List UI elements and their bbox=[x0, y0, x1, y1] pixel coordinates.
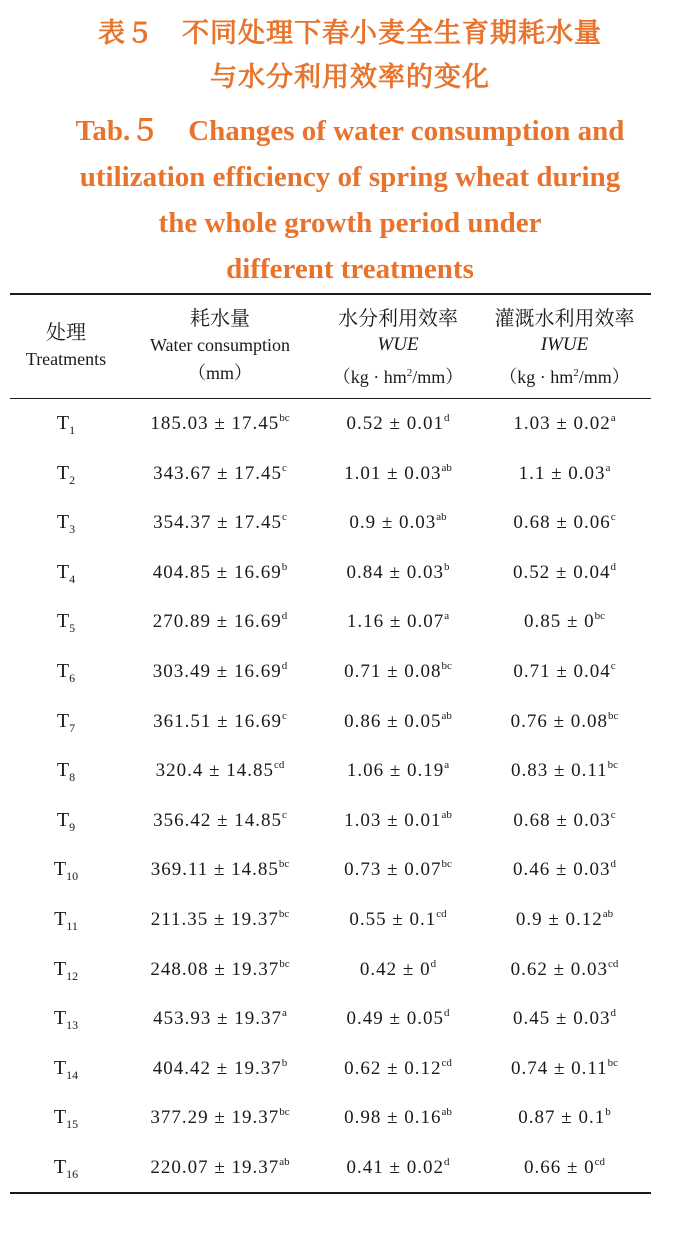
cell-treatment: $T_{10}$ bbox=[53, 858, 79, 884]
header-water-consumption bbox=[122, 295, 318, 408]
table-row bbox=[10, 796, 651, 846]
cell-treatment: $T_7$ bbox=[56, 709, 76, 735]
header-wue-unit: $(kg \cdot hm^2/mm)$ bbox=[332, 367, 464, 387]
table-row bbox=[10, 895, 651, 945]
cell-iwue: 1.03 ± 0.02$^a$ bbox=[513, 412, 616, 434]
cell-iwue: $0.66 \pm 0^{cd}$ bbox=[523, 1155, 606, 1178]
table-row bbox=[10, 548, 651, 598]
cell-water-consumption: 270.89 ± 16.69$^d$ bbox=[152, 610, 288, 633]
caption-en-line-3: the whole growth period under bbox=[158, 207, 542, 239]
caption-zh-line-1: 表５ 不同处理下春小麦全生育期耗水量 bbox=[98, 18, 602, 49]
header-treatment-en: Treatments bbox=[25, 349, 107, 369]
header-water-en: Water consumption bbox=[149, 335, 291, 355]
table-row bbox=[10, 399, 651, 449]
cell-iwue: 0.62 ± 0.03$^{cd}$ bbox=[510, 957, 619, 980]
header-water-unit: （mm） bbox=[187, 363, 252, 383]
cell-water-consumption: 220.07 ± 19.37$^{ab}$ bbox=[150, 1155, 290, 1178]
table-row bbox=[10, 647, 651, 697]
cell-water-consumption: 356.42 ± 14.85$^c$ bbox=[153, 808, 287, 831]
header-iwue bbox=[478, 295, 651, 408]
table-caption bbox=[0, 12, 700, 292]
cell-wue: 0.71 ± 0.08$^{bc}$ bbox=[344, 659, 452, 682]
cell-iwue: 0.46 ± 0.03$^d$ bbox=[513, 858, 616, 881]
cell-treatment: $T_8$ bbox=[56, 759, 76, 785]
cell-iwue: 0.74 ± 0.11$^{bc}$ bbox=[510, 1056, 619, 1079]
cell-iwue: 1.1 ± 0.03$^a$ bbox=[518, 461, 611, 484]
cell-treatment: $T_5$ bbox=[56, 610, 76, 636]
cell-iwue: 0.45 ± 0.03$^d$ bbox=[513, 1007, 616, 1030]
cell-water-consumption: 211.35 ± 19.37$^{bc}$ bbox=[150, 907, 290, 930]
cell-wue: 0.49 ± 0.05$^d$ bbox=[346, 1007, 450, 1030]
cell-wue: $0.42 \pm 0^d$ bbox=[359, 957, 437, 980]
cell-wue: 0.84 ± 0.03$^b$ bbox=[346, 560, 450, 583]
cell-treatment: $T_4$ bbox=[56, 560, 76, 586]
table-row bbox=[10, 746, 651, 796]
cell-wue: 1.01 ± 0.03$^{ab}$ bbox=[344, 461, 452, 484]
cell-treatment: $T_{11}$ bbox=[54, 907, 78, 933]
header-water-zh: 耗水量 bbox=[190, 306, 250, 330]
cell-treatment: $T_2$ bbox=[56, 461, 76, 487]
cell-wue: 0.98 ± 0.16$^{ab}$ bbox=[344, 1106, 452, 1129]
cell-water-consumption: 248.08 ± 19.37$^{bc}$ bbox=[150, 957, 290, 980]
cell-water-consumption: 377.29 ± 19.37$^{bc}$ bbox=[150, 1106, 290, 1129]
caption-zh-line-2: 与水分利用效率的变化 bbox=[210, 62, 490, 93]
cell-iwue: 0.87 ± 0.1$^b$ bbox=[518, 1106, 611, 1129]
cell-water-consumption: 453.93 ± 19.37$^a$ bbox=[153, 1007, 287, 1030]
cell-water-consumption: 303.49 ± 16.69$^d$ bbox=[152, 659, 288, 682]
cell-water-consumption: 404.42 ± 19.37$^b$ bbox=[152, 1056, 288, 1079]
table-row bbox=[10, 597, 651, 647]
cell-treatment: $T_{13}$ bbox=[53, 1007, 79, 1033]
table-row bbox=[10, 449, 651, 499]
caption-en-line-4: different treatments bbox=[226, 253, 474, 285]
cell-wue: 1.16 ± 0.07$^a$ bbox=[346, 610, 450, 633]
table-row bbox=[10, 1143, 651, 1193]
table-row bbox=[10, 1044, 651, 1094]
header-wue-symbol: WUE bbox=[377, 334, 419, 355]
cell-iwue: 0.76 ± 0.08$^{bc}$ bbox=[510, 709, 619, 732]
cell-treatment: $T_{12}$ bbox=[53, 957, 79, 983]
cell-treatment: $T_9$ bbox=[56, 808, 76, 834]
cell-wue: 1.03 ± 0.01$^{ab}$ bbox=[344, 808, 452, 831]
table-row bbox=[10, 498, 651, 548]
cell-treatment: $T_{15}$ bbox=[53, 1106, 79, 1132]
header-iwue-unit: $(kg \cdot hm^2/mm)$ bbox=[499, 367, 630, 387]
bottom-rule bbox=[10, 1192, 651, 1194]
cell-wue: 0.86 ± 0.05$^{ab}$ bbox=[344, 709, 452, 732]
cell-water-consumption: 369.11 ± 14.85$^{bc}$ bbox=[150, 858, 290, 881]
cell-treatment: $T_{14}$ bbox=[53, 1056, 79, 1082]
cell-iwue: 0.9 ± 0.12$^{ab}$ bbox=[515, 907, 614, 930]
cell-treatment: $T_1$ bbox=[56, 412, 76, 437]
header-iwue-symbol: IWUE bbox=[540, 334, 589, 355]
cell-wue: 0.52 ± 0.01$^d$ bbox=[346, 412, 450, 434]
cell-wue: 0.62 ± 0.12$^{cd}$ bbox=[344, 1056, 452, 1079]
table-header bbox=[10, 295, 651, 398]
table-row bbox=[10, 994, 651, 1044]
cell-wue: 0.55 ± 0.1$^{cd}$ bbox=[349, 907, 447, 930]
cell-treatment: $T_6$ bbox=[56, 659, 76, 685]
cell-iwue: 0.71 ± 0.04$^c$ bbox=[513, 659, 616, 682]
table-body bbox=[10, 399, 651, 1193]
cell-water-consumption: 354.37 ± 17.45$^c$ bbox=[153, 511, 287, 534]
cell-treatment: $T_{16}$ bbox=[53, 1155, 79, 1181]
cell-wue: 0.41 ± 0.02$^d$ bbox=[346, 1155, 450, 1178]
table-row bbox=[10, 945, 651, 995]
cell-iwue: 0.52 ± 0.04$^d$ bbox=[513, 560, 616, 583]
cell-water-consumption: 404.85 ± 16.69$^b$ bbox=[152, 560, 288, 583]
cell-iwue: $0.85 \pm 0^{bc}$ bbox=[523, 610, 606, 633]
cell-treatment: $T_3$ bbox=[56, 511, 76, 537]
cell-wue: 1.06 ± 0.19$^a$ bbox=[346, 759, 450, 782]
cell-water-consumption: 361.51 ± 16.69$^c$ bbox=[153, 709, 287, 732]
caption-en-line-2: utilization efficiency of spring wheat during bbox=[79, 161, 621, 193]
page bbox=[0, 12, 700, 1234]
header-wue bbox=[318, 295, 478, 408]
cell-water-consumption: 185.03 ± 17.45$^{bc}$ bbox=[150, 412, 290, 434]
cell-iwue: 0.83 ± 0.11$^{bc}$ bbox=[510, 759, 619, 782]
cell-iwue: 0.68 ± 0.03$^c$ bbox=[513, 808, 616, 831]
cell-water-consumption: 320.4 ± 14.85$^{cd}$ bbox=[155, 759, 285, 782]
cell-water-consumption: 343.67 ± 17.45$^c$ bbox=[153, 461, 287, 484]
header-iwue-zh: 灌溉水利用效率 bbox=[494, 306, 635, 330]
caption-en-line-1: Tab.５ Changes of water consumption and bbox=[75, 115, 625, 147]
header-wue-zh: 水分利用效率 bbox=[338, 306, 458, 330]
table-row bbox=[10, 845, 651, 895]
table-row bbox=[10, 697, 651, 747]
table-row bbox=[10, 1093, 651, 1143]
header-treatment-zh: 处理 bbox=[46, 320, 86, 344]
cell-iwue: 0.68 ± 0.06$^c$ bbox=[513, 511, 616, 534]
cell-wue: 0.73 ± 0.07$^{bc}$ bbox=[344, 858, 452, 881]
cell-wue: 0.9 ± 0.03$^{ab}$ bbox=[349, 511, 447, 534]
